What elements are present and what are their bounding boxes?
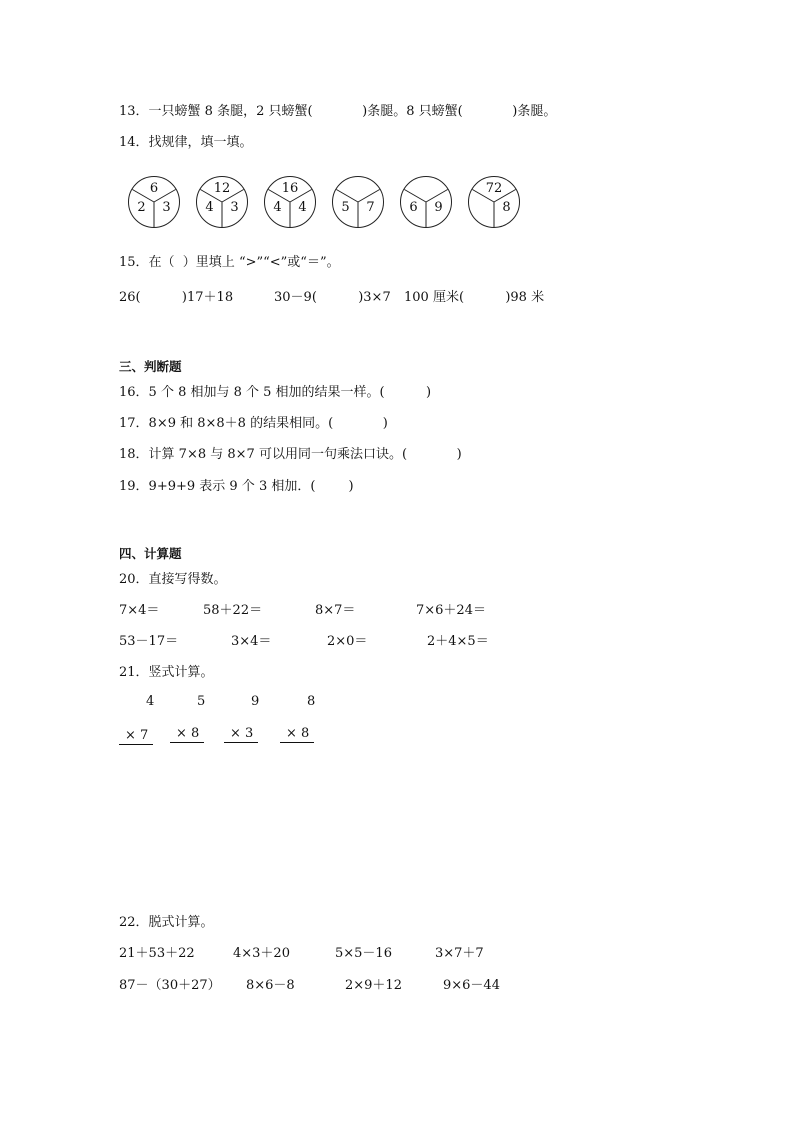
oral-calc-item: 58＋22＝ <box>203 603 263 618</box>
oral-calc-item: 7×6＋24＝ <box>416 603 486 618</box>
pattern-circle-6 <box>468 176 520 228</box>
step-calc-item: 2×9＋12 <box>345 978 402 993</box>
circle-top-number: 16 <box>281 181 299 196</box>
vertical-multiplier: × 3 <box>224 726 258 743</box>
pattern-circle-4 <box>332 176 384 228</box>
step-calc-item: 3×7＋7 <box>435 946 484 961</box>
vertical-multiplicand: 4 <box>146 694 155 709</box>
section-heading: 三、判断题 <box>119 359 182 374</box>
oral-calc-item: 2×0＝ <box>327 634 368 649</box>
circle-right-number: 3 <box>230 200 239 215</box>
vertical-multiplier: × 8 <box>280 726 314 743</box>
step-calc-item: 9×6－44 <box>443 978 500 993</box>
oral-calc-item: 8×7＝ <box>315 603 356 618</box>
step-calc-item: 5×5－16 <box>335 946 392 961</box>
circle-right-number: 3 <box>162 200 171 215</box>
compare-item: 100 厘米( )98 米 <box>404 290 545 305</box>
circle-left-number: 4 <box>205 200 214 215</box>
circle-left-number: 4 <box>273 200 282 215</box>
pattern-circle-3 <box>264 176 316 228</box>
circle-right-number: 9 <box>434 200 443 215</box>
question-16: 16．5 个 8 相加与 8 个 5 相加的结果一样。( ) <box>119 385 432 400</box>
oral-calc-item: 7×4＝ <box>119 603 160 618</box>
circle-left-number: 2 <box>137 200 146 215</box>
circle-top-number: 72 <box>485 181 503 196</box>
circle-top-number: 6 <box>149 181 159 196</box>
circle-right-number: 8 <box>502 200 511 215</box>
step-calc-item: 87－（30＋27） <box>119 978 221 993</box>
question-19: 19．9+9+9 表示 9 个 3 相加．( ) <box>119 479 354 494</box>
vertical-multiplier: × 7 <box>119 728 153 745</box>
question-13: 13．一只螃蟹 8 条腿，2 只螃蟹( )条腿。8 只螃蟹( )条腿。 <box>119 104 557 119</box>
oral-calc-item: 53－17＝ <box>119 634 179 649</box>
step-calc-item: 4×3＋20 <box>233 946 290 961</box>
pattern-circle-5 <box>400 176 452 228</box>
circle-left-number: 6 <box>409 200 418 215</box>
circle-right-number: 4 <box>298 200 307 215</box>
question-15: 15．在（ ）里填上 “>”“<”或“＝”。 <box>119 255 340 270</box>
compare-item: 30－9( )3×7 <box>274 290 391 305</box>
question-18: 18．计算 7×8 与 8×7 可以用同一句乘法口诀。( ) <box>119 447 462 462</box>
vertical-multiplicand: 5 <box>197 694 206 709</box>
question-21: 21．竖式计算。 <box>119 665 214 680</box>
circle-right-number: 7 <box>366 200 375 215</box>
question-17: 17．8×9 和 8×8＋8 的结果相同。( ) <box>119 416 388 431</box>
vertical-multiplicand: 8 <box>307 694 316 709</box>
oral-calc-item: 2＋4×5＝ <box>427 634 489 649</box>
vertical-multiplier: × 8 <box>170 726 204 743</box>
circle-left-number: 5 <box>341 200 350 215</box>
vertical-multiplicand: 9 <box>251 694 260 709</box>
pattern-circle-2 <box>196 176 248 228</box>
step-calc-item: 8×6－8 <box>246 978 295 993</box>
oral-calc-item: 3×4＝ <box>231 634 272 649</box>
question-14: 14．找规律，填一填。 <box>119 135 253 150</box>
question-22: 22．脱式计算。 <box>119 915 214 930</box>
circle-top-number: 12 <box>213 181 231 196</box>
step-calc-item: 21＋53＋22 <box>119 946 195 961</box>
pattern-circle-1 <box>128 176 180 228</box>
compare-item: 26( )17＋18 <box>119 290 234 305</box>
question-20: 20．直接写得数。 <box>119 572 227 587</box>
section-heading: 四、计算题 <box>119 546 182 561</box>
